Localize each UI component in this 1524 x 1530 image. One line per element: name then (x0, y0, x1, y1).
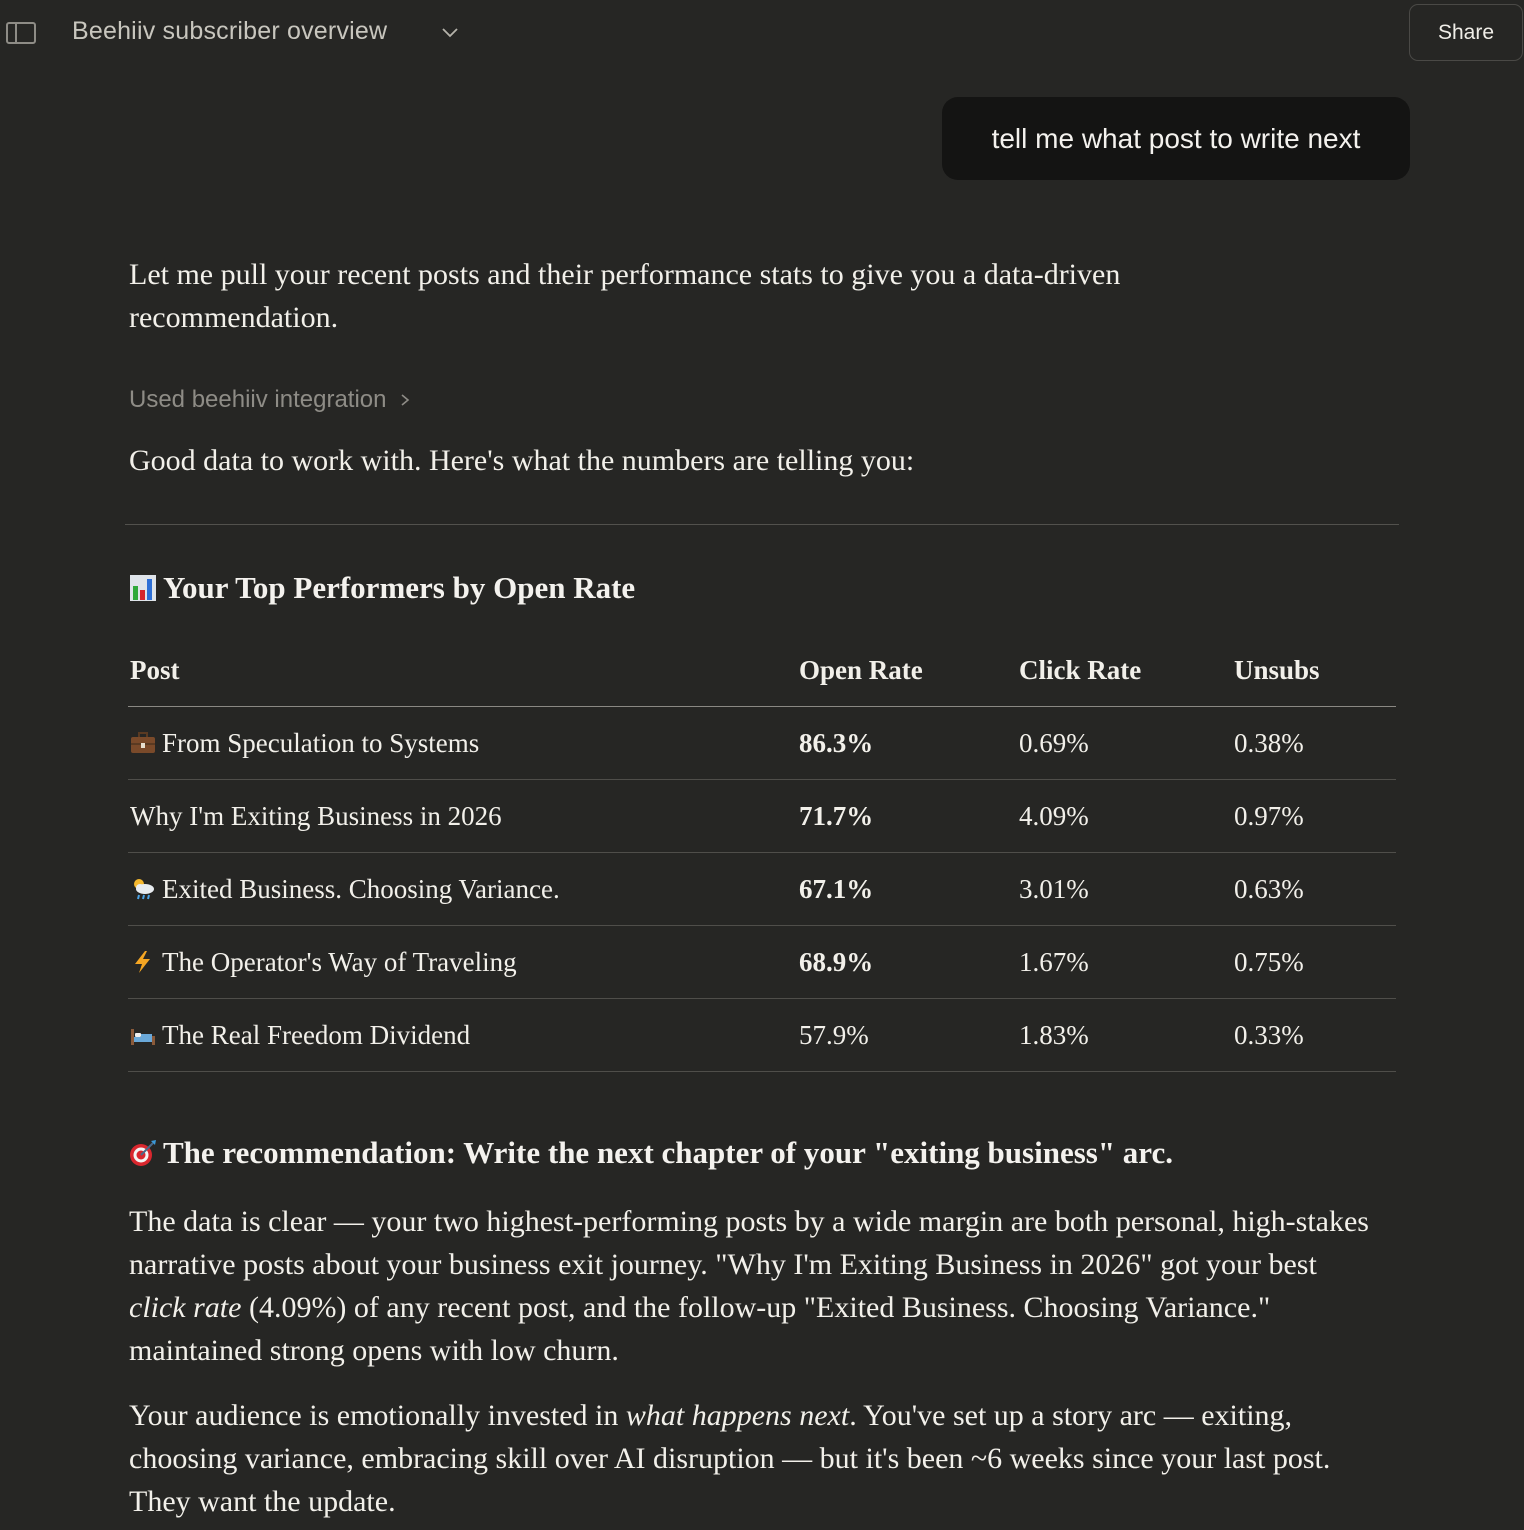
text-segment: Your audience is emotionally invested in (129, 1399, 626, 1432)
assistant-intro: Let me pull your recent posts and their performance stats to give you a data-driven recommendation. (129, 258, 1121, 334)
table-row (128, 853, 1396, 926)
table-row (128, 780, 1396, 853)
briefcase-icon (130, 731, 156, 755)
emphasis-text: what happens next (625, 1399, 850, 1432)
sun-rain-cloud-icon (130, 877, 156, 901)
tool-use-label: Used beehiiv integration (129, 386, 387, 413)
table-row (128, 999, 1396, 1072)
post-title: The Real Freedom Dividend (162, 1019, 471, 1050)
post-title: Why I'm Exiting Business in 2026 (130, 800, 502, 831)
bar-chart-icon (129, 574, 157, 602)
text-segment: (4.09%) of any recent post, and the follow-up "Exited Business. Choosing Variance." maintained strong opens with low churn. (129, 1291, 1271, 1367)
share-button[interactable]: Share (1409, 4, 1523, 61)
click-rate-cell: 0.69% (1017, 707, 1232, 780)
unsubs-cell: 0.75% (1232, 926, 1396, 999)
chevron-down-icon[interactable] (440, 22, 460, 42)
click-rate-cell: 4.09% (1017, 780, 1232, 853)
recommendation-paragraph-1 (129, 1200, 1369, 1372)
recommendation-paragraph-2 (129, 1394, 1369, 1523)
lightning-icon (130, 950, 156, 974)
tool-use-toggle[interactable] (129, 386, 411, 414)
post-cell (128, 926, 797, 999)
recommendation-heading (129, 1135, 1173, 1171)
top-bar (0, 0, 1524, 68)
open-rate-cell: 67.1% (797, 853, 1017, 926)
recommendation-heading-text: The recommendation: Write the next chapter of your "exiting business" arc. (163, 1135, 1174, 1170)
direct-hit-icon (129, 1139, 157, 1167)
conversation-title[interactable]: Beehiiv subscriber overview (72, 17, 388, 45)
text-segment: . You've set up a story arc — exiting, choosing variance, embracing skill over AI disruption — but it's been ~6 weeks since your last post. They want the update. (129, 1399, 1331, 1518)
table-row (128, 707, 1396, 780)
column-header-post: Post (128, 634, 797, 707)
sidebar-toggle-icon[interactable] (6, 22, 36, 44)
text-segment: The data is clear — your two highest-performing posts by a wide margin are both personal, high-stakes narrative posts about your business exit journey. "Why I'm Exiting Business in 2026" got your best (129, 1205, 1369, 1281)
post-title: The Operator's Way of Traveling (162, 946, 517, 977)
open-rate-cell: 68.9% (797, 926, 1017, 999)
post-title: From Speculation to Systems (162, 727, 480, 758)
bed-icon (130, 1023, 156, 1047)
divider (125, 524, 1399, 525)
unsubs-cell: 0.63% (1232, 853, 1396, 926)
click-rate-cell: 3.01% (1017, 853, 1232, 926)
open-rate-cell: 57.9% (797, 999, 1017, 1072)
column-header-open-rate: Open Rate (797, 634, 1017, 707)
post-title: Exited Business. Choosing Variance. (162, 873, 560, 904)
open-rate-cell: 71.7% (797, 780, 1017, 853)
unsubs-cell: 0.97% (1232, 780, 1396, 853)
post-cell (128, 999, 797, 1072)
table-heading-text: Your Top Performers by Open Rate (163, 570, 636, 605)
performance-table (128, 634, 1396, 1072)
table-row (128, 926, 1396, 999)
column-header-unsubs: Unsubs (1232, 634, 1396, 707)
user-message: tell me what post to write next (942, 97, 1410, 180)
chevron-right-icon (399, 392, 411, 408)
click-rate-cell: 1.83% (1017, 999, 1232, 1072)
post-cell (128, 707, 797, 780)
table-heading (129, 570, 635, 606)
post-cell (128, 853, 797, 926)
emphasis-text: click rate (129, 1291, 242, 1324)
post-cell (128, 780, 797, 853)
unsubs-cell: 0.33% (1232, 999, 1396, 1072)
open-rate-cell: 86.3% (797, 707, 1017, 780)
click-rate-cell: 1.67% (1017, 926, 1232, 999)
unsubs-cell: 0.38% (1232, 707, 1396, 780)
table-header-row (128, 634, 1396, 707)
assistant-summary: Good data to work with. Here's what the numbers are telling you: (129, 444, 915, 477)
column-header-click-rate: Click Rate (1017, 634, 1232, 707)
